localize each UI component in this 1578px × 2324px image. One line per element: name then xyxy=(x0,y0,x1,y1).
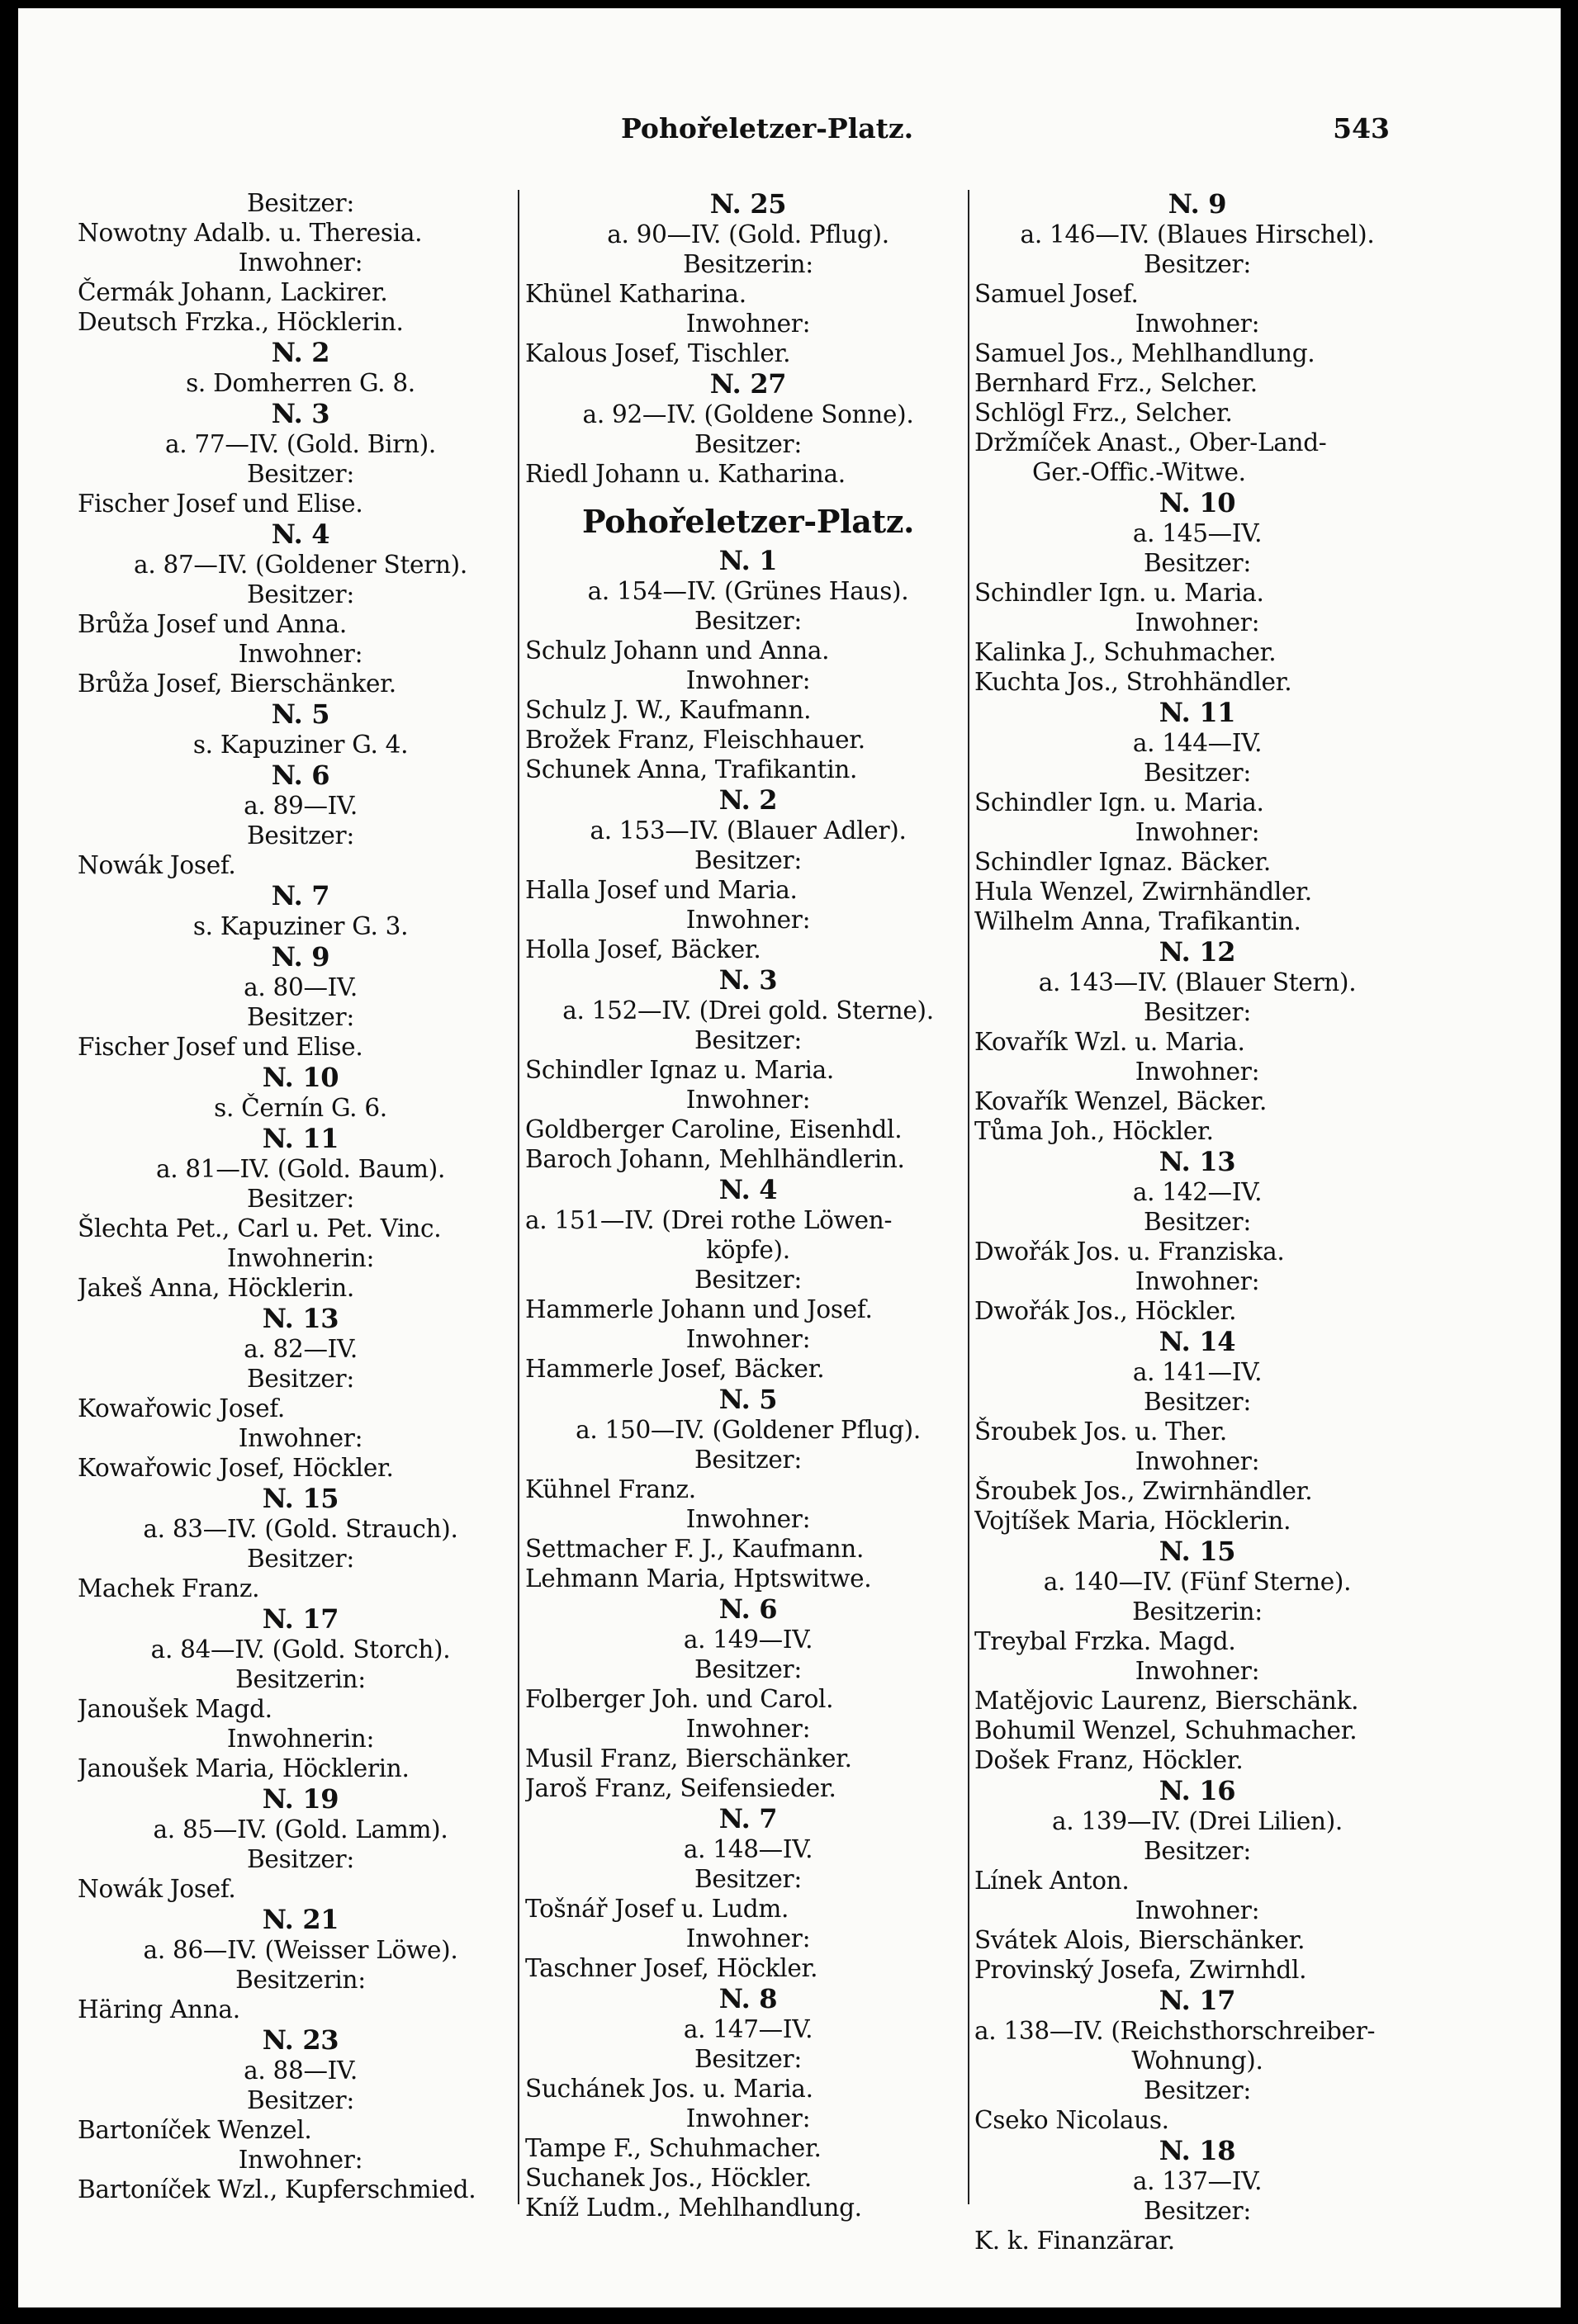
entry-line: Cseko Nicolaus. xyxy=(974,2106,1169,2134)
house-number: N. 9 xyxy=(271,941,330,973)
entry-label: a. 147—IV. xyxy=(683,2015,813,2043)
entry-line: Schulz Johann und Anna. xyxy=(525,637,830,665)
entry-label: a. 153—IV. (Blauer Adler). xyxy=(590,816,907,845)
entry-line: Hammerle Josef, Bäcker. xyxy=(525,1355,825,1383)
entry-line: Kalous Josef, Tischler. xyxy=(525,339,791,367)
house-number: N. 3 xyxy=(271,398,330,429)
entry-label: Besitzer: xyxy=(247,1845,354,1873)
house-number: N. 13 xyxy=(1159,1146,1236,1177)
entry-line: Tůma Joh., Höckler. xyxy=(974,1117,1214,1145)
house-number: N. 5 xyxy=(271,698,330,730)
entry-label: a. 148—IV. xyxy=(683,1835,813,1863)
entry-label: s. Domherren G. 8. xyxy=(186,369,415,397)
house-number: N. 1 xyxy=(718,545,778,576)
entry-line: Schindler Ignaz u. Maria. xyxy=(525,1056,835,1084)
entry-label: a. 150—IV. (Goldener Pflug). xyxy=(576,1416,921,1444)
house-number: N. 16 xyxy=(1159,1775,1236,1806)
entry-line: Schindler Ign. u. Maria. xyxy=(974,788,1264,816)
entry-label: Inwohner: xyxy=(1135,818,1260,846)
entry-line: Bartoníček Wzl., Kupferschmied. xyxy=(78,2175,476,2203)
entry-label: Inwohner: xyxy=(685,906,811,934)
entry-label: Besitzer: xyxy=(1144,759,1251,787)
entry-label: a. 85—IV. (Gold. Lamm). xyxy=(153,1815,448,1844)
page-title: Pohořeletzer-Platz. xyxy=(621,112,914,144)
entry-line: Lehmann Maria, Hptswitwe. xyxy=(525,1564,872,1593)
house-number: N. 15 xyxy=(262,1483,339,1514)
house-number: N. 4 xyxy=(718,1174,778,1205)
house-number: N. 9 xyxy=(1168,188,1227,220)
entry-line: Čermák Johann, Lackirer. xyxy=(78,278,388,306)
entry-label: a. 81—IV. (Gold. Baum). xyxy=(155,1155,446,1183)
entry-label: a. 89—IV. xyxy=(244,792,358,820)
entry-line: Holla Josef, Bäcker. xyxy=(525,935,761,963)
entry-line: Línek Anton. xyxy=(974,1867,1130,1895)
house-number: N. 10 xyxy=(1159,487,1236,518)
entry-label: Besitzerin: xyxy=(683,250,813,278)
entry-line: Schulz J. W., Kaufmann. xyxy=(525,696,812,724)
entry-line: Fischer Josef und Elise. xyxy=(78,1033,363,1061)
entry-line: Khünel Katharina. xyxy=(525,280,746,308)
house-number: N. 17 xyxy=(262,1603,339,1635)
entry-label: Besitzer: xyxy=(1144,549,1251,577)
entry-label: Wohnung). xyxy=(1131,2047,1263,2075)
entry-label: Besitzer: xyxy=(1144,998,1251,1026)
column-3 xyxy=(974,188,1420,2255)
entry-label: Inwohner: xyxy=(1135,1657,1260,1685)
entry-line: Šroubek Jos., Zwirnhändler. xyxy=(974,1477,1313,1505)
house-number: N. 4 xyxy=(271,518,330,550)
entry-line: Riedl Johann u. Katharina. xyxy=(525,460,846,488)
entry-label: Besitzer: xyxy=(1144,1837,1251,1865)
column-2 xyxy=(525,188,971,2222)
house-number: N. 2 xyxy=(271,337,330,368)
entry-line: Brůža Josef und Anna. xyxy=(78,610,347,638)
entry-label: Besitzer: xyxy=(694,1865,802,1893)
entry-label: Besitzer: xyxy=(1144,1388,1251,1416)
entry-line: Šlechta Pet., Carl u. Pet. Vinc. xyxy=(78,1214,442,1242)
entry-line: Dwořák Jos., Höckler. xyxy=(974,1297,1237,1325)
entry-label: Besitzer: xyxy=(247,460,354,488)
entry-label: s. Černín G. 6. xyxy=(214,1094,387,1122)
entry-line: Janoušek Maria, Höcklerin. xyxy=(78,1754,410,1782)
entry-label: Besitzer: xyxy=(694,430,802,458)
house-number: N. 2 xyxy=(718,784,778,816)
entry-line: Tošnář Josef u. Ludm. xyxy=(525,1895,789,1923)
entry-line: Suchanek Jos., Höckler. xyxy=(525,2164,812,2192)
entry-line: Došek Franz, Höckler. xyxy=(974,1746,1244,1774)
entry-line: Hammerle Johann und Josef. xyxy=(525,1295,873,1323)
entry-line: Schindler Ignaz. Bäcker. xyxy=(974,848,1272,876)
entry-label: a. 137—IV. xyxy=(1132,2167,1263,2195)
entry-label: Inwohner: xyxy=(685,1924,811,1952)
entry-line: Kníž Ludm., Mehlhandlung. xyxy=(525,2194,862,2222)
entry-label: Besitzer: xyxy=(247,2086,354,2114)
entry-line: Nowotny Adalb. u. Theresia. xyxy=(78,219,423,247)
section-heading: Pohořeletzer-Platz. xyxy=(581,503,915,540)
entry-line: a. 138—IV. (Reichsthorschreiber- xyxy=(974,2017,1376,2045)
directory-page xyxy=(18,8,1561,2307)
entry-label: a. 140—IV. (Fünf Sterne). xyxy=(1043,1568,1352,1596)
column-1 xyxy=(78,188,524,2204)
entry-line: Vojtíšek Maria, Höcklerin. xyxy=(974,1507,1291,1535)
entry-label: Besitzer: xyxy=(694,1446,802,1474)
entry-label: Inwohner: xyxy=(685,1325,811,1353)
entry-label: Inwohner: xyxy=(1135,1267,1260,1295)
entry-label: Besitzer: xyxy=(247,580,354,608)
entry-label: Besitzer: xyxy=(694,846,802,874)
entry-label: Inwohner: xyxy=(685,310,811,338)
entry-line: Kuchta Jos., Strohhändler. xyxy=(974,668,1292,696)
entry-line: Machek Franz. xyxy=(78,1574,260,1602)
house-number: N. 5 xyxy=(718,1384,778,1415)
entry-line: Brůža Josef, Bierschänker. xyxy=(78,670,396,698)
entry-label: Besitzer: xyxy=(1144,2197,1251,2225)
entry-label: a. 144—IV. xyxy=(1132,729,1263,757)
entry-label: Besitzer: xyxy=(247,821,354,850)
entry-continuation: Ger.-Offic.-Witwe. xyxy=(1032,458,1246,486)
house-number: N. 27 xyxy=(709,368,787,400)
entry-label: s. Kapuziner G. 4. xyxy=(192,731,409,759)
entry-label: a. 88—IV. xyxy=(244,2057,358,2085)
entry-line: K. k. Finanzärar. xyxy=(974,2227,1175,2255)
entry-line: Fischer Josef und Elise. xyxy=(78,490,363,518)
entry-label: Besitzer: xyxy=(247,1003,354,1031)
entry-line: Provinský Josefa, Zwirnhdl. xyxy=(974,1956,1307,1984)
house-number: N. 12 xyxy=(1159,936,1236,968)
entry-line: Bartoníček Wenzel. xyxy=(78,2116,312,2144)
house-number: N. 21 xyxy=(262,1904,339,1935)
entry-line: Halla Josef und Maria. xyxy=(525,876,798,904)
house-number: N. 6 xyxy=(271,760,330,791)
entry-label: Inwohner: xyxy=(238,640,363,668)
entry-line: Dwořák Jos. u. Franziska. xyxy=(974,1238,1285,1266)
entry-label: Besitzer: xyxy=(1144,250,1251,278)
entry-line: Bohumil Wenzel, Schuhmacher. xyxy=(974,1716,1358,1744)
entry-label: a. 80—IV. xyxy=(244,973,358,1001)
page-number: 543 xyxy=(1333,112,1390,144)
entry-label: a. 86—IV. (Weisser Löwe). xyxy=(143,1936,458,1964)
entry-label: Besitzer: xyxy=(247,1365,354,1393)
entry-line: Šroubek Jos. u. Ther. xyxy=(974,1418,1227,1446)
house-number: N. 17 xyxy=(1159,1985,1236,2016)
entry-line: Taschner Josef, Höckler. xyxy=(525,1954,818,1982)
entry-label: Inwohner: xyxy=(685,1505,811,1533)
entry-line: Schlögl Frz., Selcher. xyxy=(974,399,1233,427)
entry-line: Svátek Alois, Bierschänker. xyxy=(974,1926,1306,1954)
entry-label: Besitzer: xyxy=(247,189,354,217)
entry-label: Besitzer: xyxy=(1144,2076,1251,2104)
entry-label: Besitzer: xyxy=(694,1655,802,1683)
house-number: N. 8 xyxy=(718,1983,778,2014)
entry-label: Inwohner: xyxy=(238,1424,363,1452)
entry-label: Besitzerin: xyxy=(1132,1597,1263,1626)
entry-label: a. 146—IV. (Blaues Hirschel). xyxy=(1020,220,1375,248)
entry-label: a. 143—IV. (Blauer Stern). xyxy=(1038,968,1357,996)
entry-label: a. 77—IV. (Gold. Birn). xyxy=(164,430,437,458)
entry-line: Folberger Joh. und Carol. xyxy=(525,1685,834,1713)
entry-label: a. 90—IV. (Gold. Pflug). xyxy=(607,220,889,248)
entry-label: Besitzer: xyxy=(694,1026,802,1054)
house-number: N. 3 xyxy=(718,964,778,996)
entry-line: Kowařowic Josef. xyxy=(78,1394,285,1422)
entry-label: Inwohner: xyxy=(685,2104,811,2132)
entry-line: Bernhard Frz., Selcher. xyxy=(974,369,1258,397)
entry-label: Besitzer: xyxy=(247,1185,354,1213)
entry-label: Besitzer: xyxy=(694,607,802,635)
entry-label: a. 149—IV. xyxy=(683,1626,813,1654)
house-number: N. 18 xyxy=(1159,2135,1236,2166)
entry-label: a. 82—IV. xyxy=(244,1335,358,1363)
entry-label: Inwohner: xyxy=(685,1715,811,1743)
entry-label: Inwohner: xyxy=(685,1086,811,1114)
entry-line: Deutsch Frzka., Höcklerin. xyxy=(78,308,404,336)
entry-line: Wilhelm Anna, Trafikantin. xyxy=(974,907,1301,935)
entry-label: Inwohnerin: xyxy=(226,1244,375,1272)
entry-line: Kovařík Wzl. u. Maria. xyxy=(974,1028,1245,1056)
entry-line: Kovařík Wenzel, Bäcker. xyxy=(974,1087,1268,1115)
entry-label: Besitzerin: xyxy=(235,1966,366,1994)
entry-line: Nowák Josef. xyxy=(78,851,236,879)
entry-label: Inwohner: xyxy=(1135,1058,1260,1086)
entry-label: a. 152—IV. (Drei gold. Sterne). xyxy=(562,996,934,1025)
house-number: N. 15 xyxy=(1159,1536,1236,1567)
entry-label: a. 92—IV. (Goldene Sonne). xyxy=(582,400,914,428)
entry-label: Besitzer: xyxy=(1144,1208,1251,1236)
house-number: N. 25 xyxy=(709,188,787,220)
entry-label: Inwohnerin: xyxy=(226,1725,375,1753)
entry-label: Besitzerin: xyxy=(235,1665,366,1693)
entry-line: Tampe F., Schuhmacher. xyxy=(525,2134,822,2162)
entry-line: Janoušek Magd. xyxy=(78,1695,272,1723)
entry-line: Schunek Anna, Trafikantin. xyxy=(525,755,858,783)
entry-label: s. Kapuziner G. 3. xyxy=(192,912,409,940)
entry-label: a. 139—IV. (Drei Lilien). xyxy=(1052,1807,1343,1835)
entry-label: a. 154—IV. (Grünes Haus). xyxy=(587,577,909,605)
house-number: N. 23 xyxy=(262,2024,339,2056)
entry-line: Suchánek Jos. u. Maria. xyxy=(525,2075,813,2103)
entry-line: Treybal Frzka. Magd. xyxy=(974,1627,1236,1655)
page-header xyxy=(18,112,1561,145)
house-number: N. 11 xyxy=(262,1123,339,1154)
entry-line: Goldberger Caroline, Eisenhdl. xyxy=(525,1115,903,1143)
house-number: N. 19 xyxy=(262,1783,339,1815)
entry-label: Inwohner: xyxy=(1135,1447,1260,1475)
house-number: N. 13 xyxy=(262,1303,339,1334)
entry-line: a. 151—IV. (Drei rothe Löwen- xyxy=(525,1206,893,1234)
entry-line: Musil Franz, Bierschänker. xyxy=(525,1744,852,1773)
entry-line: Jaroš Franz, Seifensieder. xyxy=(525,1774,836,1802)
house-number: N. 10 xyxy=(262,1062,339,1093)
entry-label: köpfe). xyxy=(706,1236,790,1264)
entry-label: Besitzer: xyxy=(694,1266,802,1294)
entry-label: Inwohner: xyxy=(238,248,363,277)
entry-label: Besitzer: xyxy=(247,1545,354,1573)
entry-label: a. 141—IV. xyxy=(1132,1358,1263,1386)
entry-line: Baroch Johann, Mehlhändlerin. xyxy=(525,1145,905,1173)
house-number: N. 7 xyxy=(271,880,330,911)
entry-line: Matějovic Laurenz, Bierschänk. xyxy=(974,1687,1359,1715)
entry-line: Hula Wenzel, Zwirnhändler. xyxy=(974,878,1312,906)
entry-line: Samuel Josef. xyxy=(974,280,1139,308)
entry-line: Kalinka J., Schuhmacher. xyxy=(974,638,1277,666)
entry-line: Häring Anna. xyxy=(78,1995,240,2023)
entry-label: Inwohner: xyxy=(685,666,811,694)
house-number: N. 7 xyxy=(718,1803,778,1834)
house-number: N. 6 xyxy=(718,1593,778,1625)
house-number: N. 14 xyxy=(1159,1326,1236,1357)
entry-label: Inwohner: xyxy=(1135,608,1260,637)
entry-line: Settmacher F. J., Kaufmann. xyxy=(525,1535,865,1563)
entry-label: Inwohner: xyxy=(1135,1896,1260,1924)
entry-label: Inwohner: xyxy=(238,2146,363,2174)
house-number: N. 11 xyxy=(1159,697,1236,728)
entry-label: Inwohner: xyxy=(1135,310,1260,338)
entry-label: a. 142—IV. xyxy=(1132,1178,1263,1206)
entry-line: Kühnel Franz. xyxy=(525,1475,696,1503)
entry-label: a. 145—IV. xyxy=(1132,519,1263,547)
entry-label: a. 87—IV. (Goldener Stern). xyxy=(134,551,467,579)
entry-line: Samuel Jos., Mehlhandlung. xyxy=(974,339,1315,367)
entry-line: Nowák Josef. xyxy=(78,1875,236,1903)
entry-label: a. 83—IV. (Gold. Strauch). xyxy=(143,1515,458,1543)
entry-line: Schindler Ign. u. Maria. xyxy=(974,579,1264,607)
entry-line: Jakeš Anna, Höcklerin. xyxy=(78,1274,354,1302)
entry-line: Brožek Franz, Fleischhauer. xyxy=(525,726,865,754)
entry-label: a. 84—IV. (Gold. Storch). xyxy=(150,1635,451,1664)
entry-label: Besitzer: xyxy=(694,2045,802,2073)
entry-line: Kowařowic Josef, Höckler. xyxy=(78,1454,394,1482)
entry-line: Držmíček Anast., Ober-Land- xyxy=(974,428,1327,457)
